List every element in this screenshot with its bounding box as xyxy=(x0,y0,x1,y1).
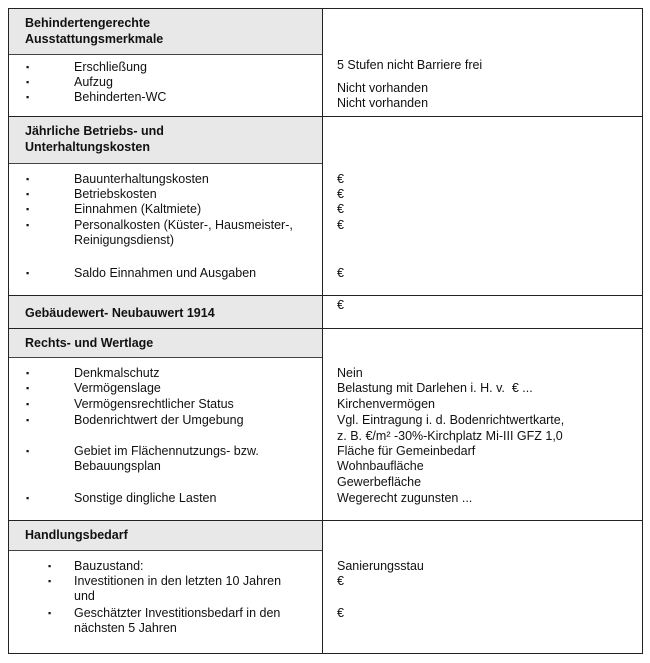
bullet-icon: ▪ xyxy=(26,77,30,87)
value-text: € xyxy=(337,606,344,620)
bullet-icon: ▪ xyxy=(26,62,30,72)
value-text: Fläche für Gemeinbedarf xyxy=(337,444,476,458)
bullet-icon: ▪ xyxy=(26,415,30,425)
header-rule xyxy=(9,163,322,164)
section-header-building-value xyxy=(9,296,322,328)
section-title-line: Jährliche Betriebs- und xyxy=(25,124,164,138)
section-title-line: Rechts- und Wertlage xyxy=(25,336,154,350)
value-text: € xyxy=(337,298,344,312)
value-text: Nicht vorhanden xyxy=(337,96,429,110)
section-title-line: Handlungsbedarf xyxy=(25,528,128,542)
bullet-icon: ▪ xyxy=(26,220,30,230)
value-text: € xyxy=(337,172,344,186)
header-rule xyxy=(9,54,322,55)
section-header-action xyxy=(9,521,322,551)
section-header-accessibility xyxy=(9,9,322,55)
bullet-icon: ▪ xyxy=(48,561,52,571)
value-text: € xyxy=(337,574,344,588)
bullet-icon: ▪ xyxy=(26,368,30,378)
bullet-icon: ▪ xyxy=(26,383,30,393)
section-title-line: Ausstattungsmerkmale xyxy=(25,32,164,46)
bullet-icon: ▪ xyxy=(26,174,30,184)
value-text: Nein xyxy=(337,366,363,380)
value-text: € xyxy=(337,266,344,280)
bullet-icon: ▪ xyxy=(26,204,30,214)
bullet-icon: ▪ xyxy=(26,92,30,102)
bullet-icon: ▪ xyxy=(48,576,52,586)
value-text: Nicht vorhanden xyxy=(337,81,429,95)
value-text: Wohnbaufläche xyxy=(337,459,424,473)
value-text: 5 Stufen nicht Barriere frei xyxy=(337,58,483,72)
bullet-icon: ▪ xyxy=(26,189,30,199)
value-text: € xyxy=(337,202,344,216)
value-text: Gewerbefläche xyxy=(337,475,422,489)
value-text: Vgl. Eintragung i. d. Bodenrichtwertkarte, xyxy=(337,413,565,427)
value-text: Belastung mit Darlehen i. H. v. € ... xyxy=(337,381,533,395)
value-text: Wegerecht zugunsten ... xyxy=(337,491,473,505)
section-header-legal xyxy=(9,329,322,358)
bullet-icon: ▪ xyxy=(48,608,52,618)
bullet-icon: ▪ xyxy=(26,399,30,409)
value-text: € xyxy=(337,218,344,232)
section-title-line: Gebäudewert- Neubauwert 1914 xyxy=(25,306,215,320)
value-text: Kirchenvermögen xyxy=(337,397,435,411)
section-title-line: Unterhaltungskosten xyxy=(25,140,151,154)
header-rule xyxy=(9,357,322,358)
value-text: € xyxy=(337,187,344,201)
value-text: Sanierungsstau xyxy=(337,559,424,573)
bullet-icon: ▪ xyxy=(26,268,30,278)
section-header-costs xyxy=(9,117,322,164)
section-title-line: Behindertengerechte xyxy=(25,16,151,30)
bullet-icon: ▪ xyxy=(26,493,30,503)
header-rule xyxy=(9,550,322,551)
bullet-icon: ▪ xyxy=(26,446,30,456)
value-text: z. B. €/m² -30%-Kirchplatz Mi-III GFZ 1,0 xyxy=(337,429,563,443)
